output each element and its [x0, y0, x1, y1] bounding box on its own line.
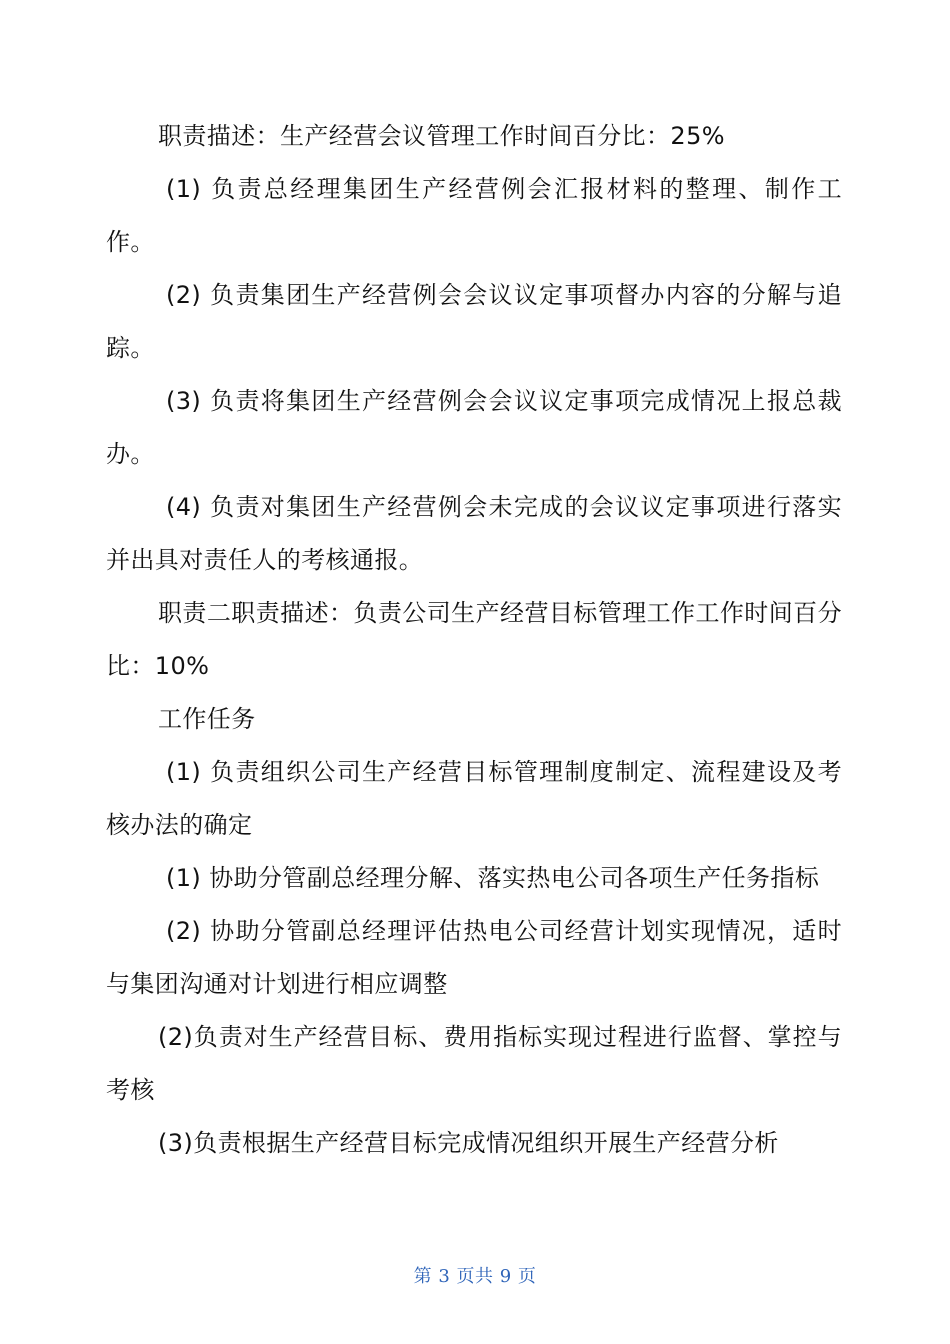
paragraph-item-4: (4) 负责对集团生产经营例会未完成的会议议定事项进行落实并出具对责任人的考核通报。	[106, 493, 842, 574]
paragraph-task-3: (3)负责根据生产经营目标完成情况组织开展生产经营分析	[158, 1129, 779, 1157]
paragraph-task-assist-2: (2) 协助分管副总经理评估热电公司经营计划实现情况，适时与集团沟通对计划进行相应调整	[106, 917, 842, 998]
paragraph-task-2: (2)负责对生产经营目标、费用指标实现过程进行监督、掌控与考核	[106, 1023, 842, 1104]
paragraph-task-assist-1: (1) 协助分管副总经理分解、落实热电公司各项生产任务指标	[166, 864, 820, 892]
paragraph-work-tasks-heading: 工作任务	[158, 705, 256, 733]
paragraph-item-1: (1) 负责总经理集团生产经营例会汇报材料的整理、制作工作。	[106, 175, 842, 256]
paragraph-duty-two-description: 职责二职责描述：负责公司生产经营目标管理工作工作时间百分比：10%	[106, 599, 842, 680]
paragraph-item-2: (2) 负责集团生产经营例会会议议定事项督办内容的分解与追踪。	[106, 281, 842, 362]
paragraph-item-3: (3) 负责将集团生产经营例会会议议定事项完成情况上报总裁办。	[106, 387, 842, 468]
paragraph-duty-description: 职责描述：生产经营会议管理工作时间百分比：25%	[158, 122, 725, 150]
paragraph-task-1: (1) 负责组织公司生产经营目标管理制度制定、流程建设及考核办法的确定	[106, 758, 842, 839]
page-number-footer: 第 3 页共 9 页	[413, 1266, 537, 1287]
document-body	[106, 110, 842, 1170]
